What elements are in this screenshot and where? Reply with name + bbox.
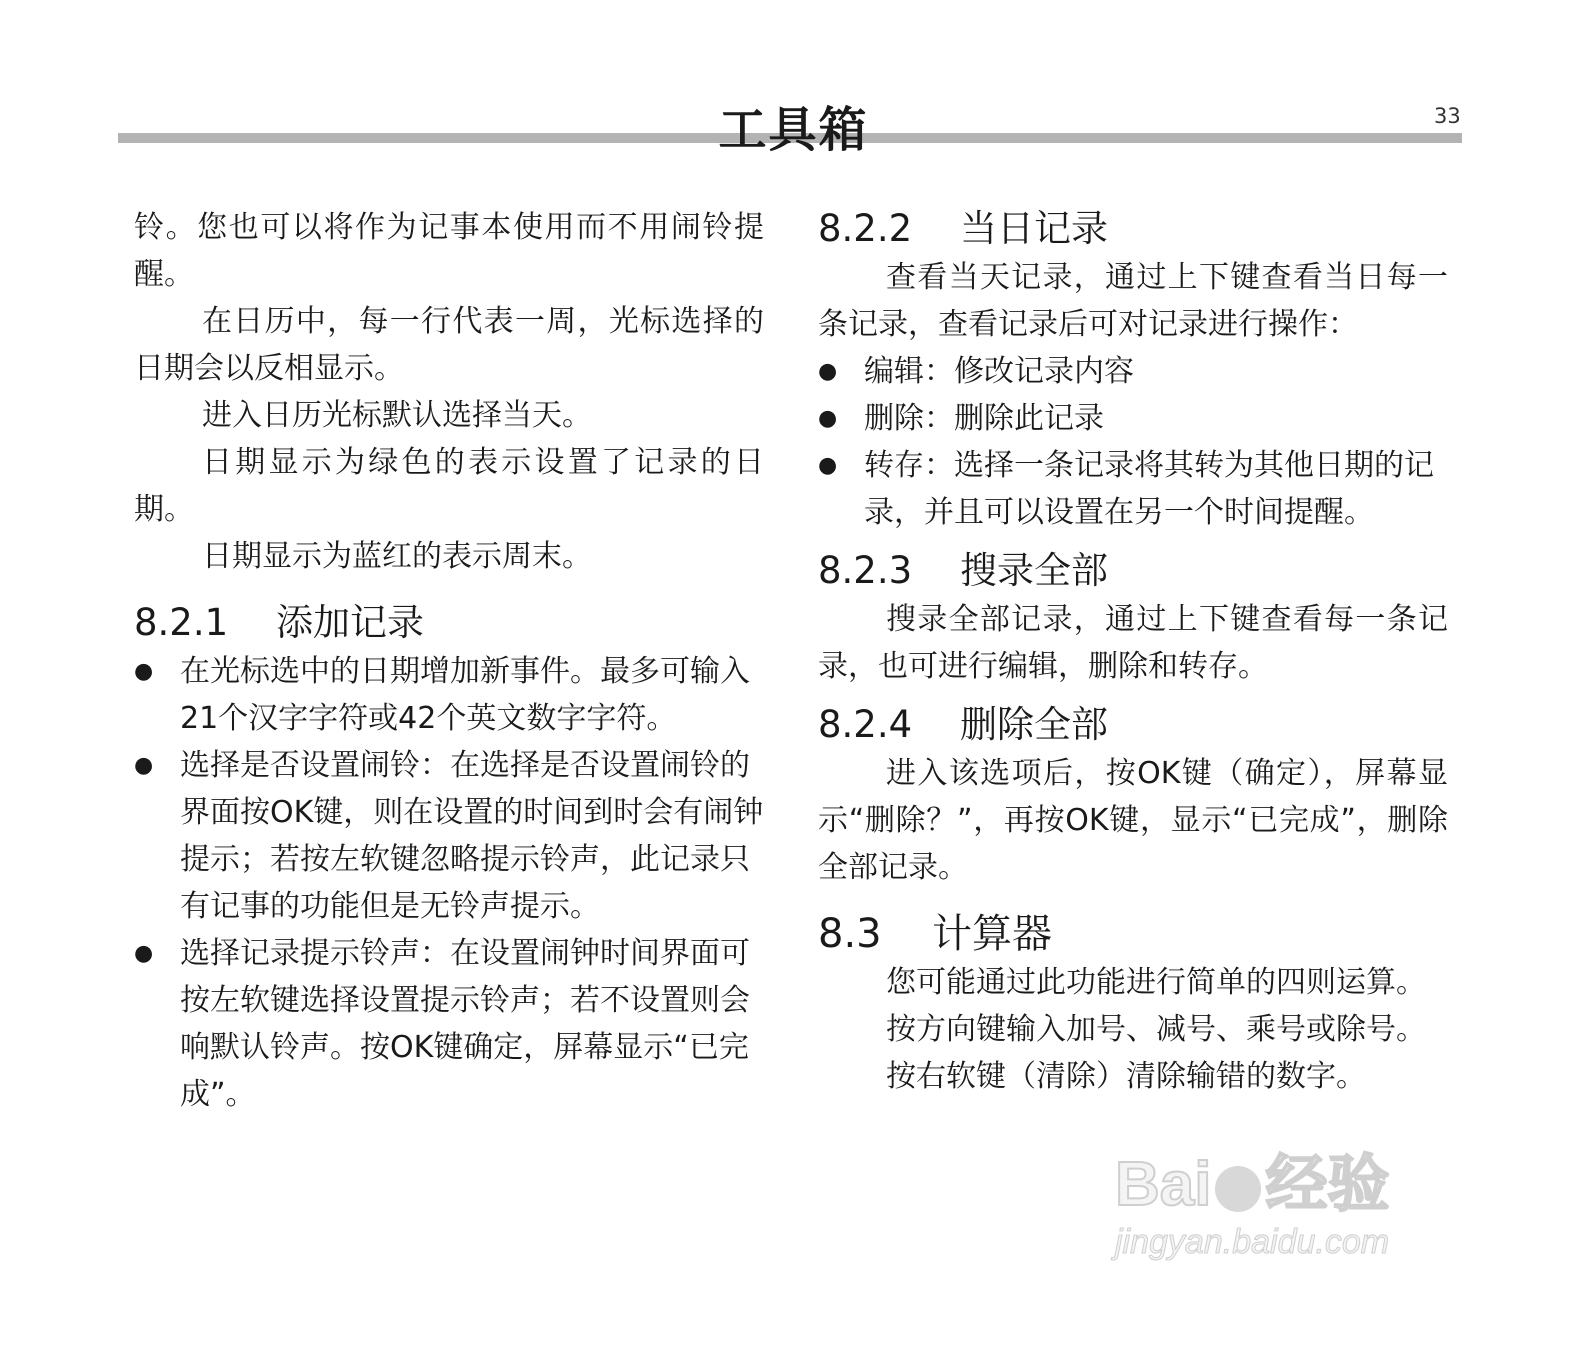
paragraph: 搜录全部记录，通过上下键查看每一条记录，也可进行编辑，删除和转存。 xyxy=(818,602,1448,684)
paragraph: 日期显示为绿色的表示设置了记录的日期。 xyxy=(134,445,764,527)
paragraph: 按方向键输入加号、减号、乘号或除号。 xyxy=(886,1012,1426,1047)
paw-icon xyxy=(1215,1166,1261,1212)
section-number: 8.3 xyxy=(818,911,882,957)
section-heading-8-2-3 xyxy=(818,546,1448,596)
paragraph: 日期显示为蓝红的表示周末。 xyxy=(202,539,592,574)
left-column xyxy=(134,204,764,1118)
section-heading-8-2-2 xyxy=(818,204,1448,254)
watermark-text: Bai xyxy=(1115,1150,1212,1219)
section-number: 8.2.2 xyxy=(818,207,913,250)
watermark-text: 经验 xyxy=(1265,1150,1390,1219)
right-column xyxy=(818,204,1448,1100)
list-item: ● 删除：删除此记录 xyxy=(818,395,1448,442)
section-heading-8-3 xyxy=(818,909,1448,959)
section-title: 删除全部 xyxy=(960,703,1108,746)
paragraph: 按右软键（清除）清除输错的数字。 xyxy=(886,1059,1366,1094)
paragraph: 进入日历光标默认选择当天。 xyxy=(202,398,592,433)
paragraph: 查看当天记录，通过上下键查看当日每一条记录，查看记录后可对记录进行操作： xyxy=(818,260,1448,342)
section-title: 当日记录 xyxy=(960,207,1108,250)
watermark-url: jingyan.baidu.com xyxy=(1115,1223,1390,1261)
section-number: 8.2.1 xyxy=(134,601,229,644)
list-item: ● 编辑：修改记录内容 xyxy=(818,348,1448,395)
section-number: 8.2.3 xyxy=(818,549,913,592)
paragraph: 在日历中，每一行代表一周，光标选择的日期会以反相显示。 xyxy=(134,304,764,386)
page-number: 33 xyxy=(1434,104,1461,128)
bullet-list xyxy=(134,648,764,1118)
list-item: ● 在光标选中的日期增加新事件。最多可输入21个汉字字符或42个英文数字字符。 xyxy=(134,648,764,742)
section-heading-8-2-4 xyxy=(818,700,1448,750)
section-title: 搜录全部 xyxy=(960,549,1108,592)
section-number: 8.2.4 xyxy=(818,703,913,746)
section-title: 计算器 xyxy=(932,911,1052,957)
section-heading-8-2-1 xyxy=(134,598,764,648)
list-item: ● 转存：选择一条记录将其转为其他日期的记录，并且可以设置在另一个时间提醒。 xyxy=(818,442,1448,536)
paragraph: 进入该选项后，按OK键（确定），屏幕显示“删除？”，再按OK键，显示“已完成”，删除全部记录。 xyxy=(818,756,1448,885)
baidu-jingyan-watermark xyxy=(1115,1150,1475,1300)
page-title: 工具箱 xyxy=(718,102,869,158)
section-title: 添加记录 xyxy=(276,601,424,644)
paragraph: 您可能通过此功能进行简单的四则运算。 xyxy=(886,965,1426,1000)
list-item: ● 选择记录提示铃声：在设置闹钟时间界面可按左软键选择设置提示铃声；若不设置则会响默认铃声。按OK键确定，屏幕显示“已完成”。 xyxy=(134,930,764,1118)
bullet-list xyxy=(818,348,1448,536)
list-item: ● 选择是否设置闹铃：在选择是否设置闹铃的界面按OK键，则在设置的时间到时会有闹钟提示；若按左软键忽略提示铃声，此记录只有记事的功能但是无铃声提示。 xyxy=(134,742,764,930)
paragraph: 铃。您也可以将作为记事本使用而不用闹铃提醒。 xyxy=(134,210,764,292)
